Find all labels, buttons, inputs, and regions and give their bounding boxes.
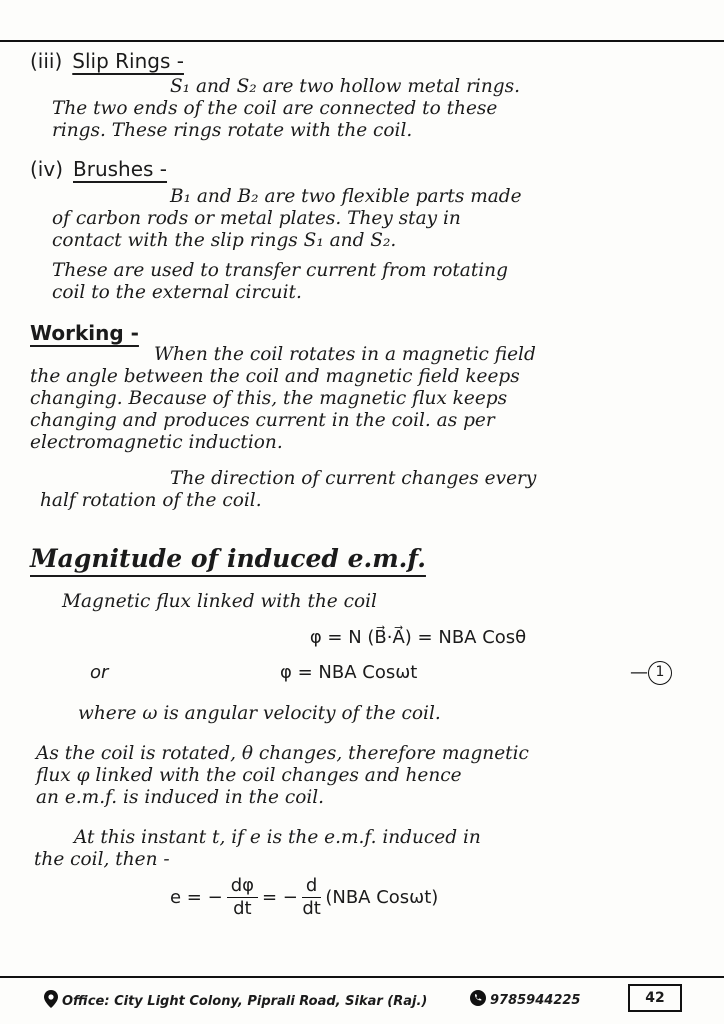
equation-flux: φ = N (B⃗·A⃗) = NBA Cosθ — [309, 627, 527, 648]
text-line: rings. These rings rotate with the coil. — [52, 120, 413, 141]
fraction-numerator: d — [302, 875, 321, 898]
section-title: Brushes - — [73, 157, 168, 181]
text-line: coil to the external circuit. — [52, 282, 302, 303]
fraction-denominator: dt — [233, 898, 252, 919]
text-line: S₁ and S₂ are two hollow metal rings. — [170, 76, 520, 97]
text-line: of carbon rods or metal plates. They stay in — [52, 208, 461, 229]
text-line: half rotation of the coil. — [40, 490, 262, 511]
page-content — [30, 48, 696, 920]
text-line: Magnetic flux linked with the coil — [62, 591, 377, 612]
text-line: changing and produces current in the coil. as per — [30, 410, 495, 431]
section-heading-brushes — [30, 158, 696, 180]
equation-emf — [30, 875, 696, 920]
text-line: The direction of current changes every — [170, 468, 537, 489]
text-line: As the coil is rotated, θ changes, therefore magnetic — [36, 743, 529, 764]
fraction-d-dt — [302, 875, 321, 920]
fraction-dphi-dt — [227, 875, 258, 920]
text-line: contact with the slip rings S₁ and S₂. — [52, 230, 397, 251]
text-line: When the coil rotates in a magnetic field — [154, 344, 536, 365]
text-line: the angle between the coil and magnetic field keeps — [30, 366, 520, 387]
office-text: Office: City Light Colony, Piprali Road, Sikar (Raj.) — [62, 993, 428, 1009]
text-line: an e.m.f. is induced in the coil. — [36, 787, 325, 808]
bottom-rule — [0, 976, 724, 978]
section-title: Working - — [30, 321, 139, 345]
section-title: Slip Rings - — [72, 49, 184, 73]
text-line: where ω is angular velocity of the coil. — [78, 703, 441, 724]
or-label: or — [90, 662, 109, 683]
page-number: 42 — [628, 984, 682, 1012]
footer — [0, 984, 724, 1014]
text-line: flux φ linked with the coil changes and hence — [36, 765, 462, 786]
section-heading-slip-rings — [30, 50, 696, 72]
fraction-numerator: dφ — [227, 875, 258, 898]
text-line: At this instant t, if e is the e.m.f. induced in — [74, 827, 481, 848]
fraction-denominator: dt — [302, 898, 321, 919]
equation-row-1: or φ = NBA Cosωt — 1 — [30, 661, 696, 685]
phone-number — [470, 990, 580, 1010]
emf-left: e = − — [170, 886, 223, 908]
text-line: The two ends of the coil are connected to these — [52, 98, 498, 119]
office-address — [44, 990, 427, 1012]
phone-text: 9785944225 — [490, 992, 581, 1008]
phone-icon — [470, 990, 486, 1010]
equation-flux-omega: φ = NBA Cosωt — [280, 662, 418, 683]
text-line: These are used to transfer current from rotating — [52, 260, 508, 281]
section-heading-working — [30, 322, 696, 344]
text-line: changing. Because of this, the magnetic flux keeps — [30, 388, 508, 409]
text-line: the coil, then - — [34, 849, 170, 870]
section-number: (iv) — [30, 157, 63, 181]
location-pin-icon — [44, 990, 58, 1012]
text-line: B₁ and B₂ are two flexible parts made — [170, 186, 522, 207]
emf-mid: = − — [262, 886, 298, 908]
top-rule — [0, 40, 724, 42]
text-line: electromagnetic induction. — [30, 432, 283, 453]
section-title: Magnitude of induced e.m.f. — [30, 544, 426, 573]
section-number: (iii) — [30, 49, 63, 73]
section-heading-magnitude — [30, 544, 696, 573]
equation-number: 1 — [648, 661, 672, 685]
emf-right: (NBA Cosωt) — [325, 886, 439, 908]
